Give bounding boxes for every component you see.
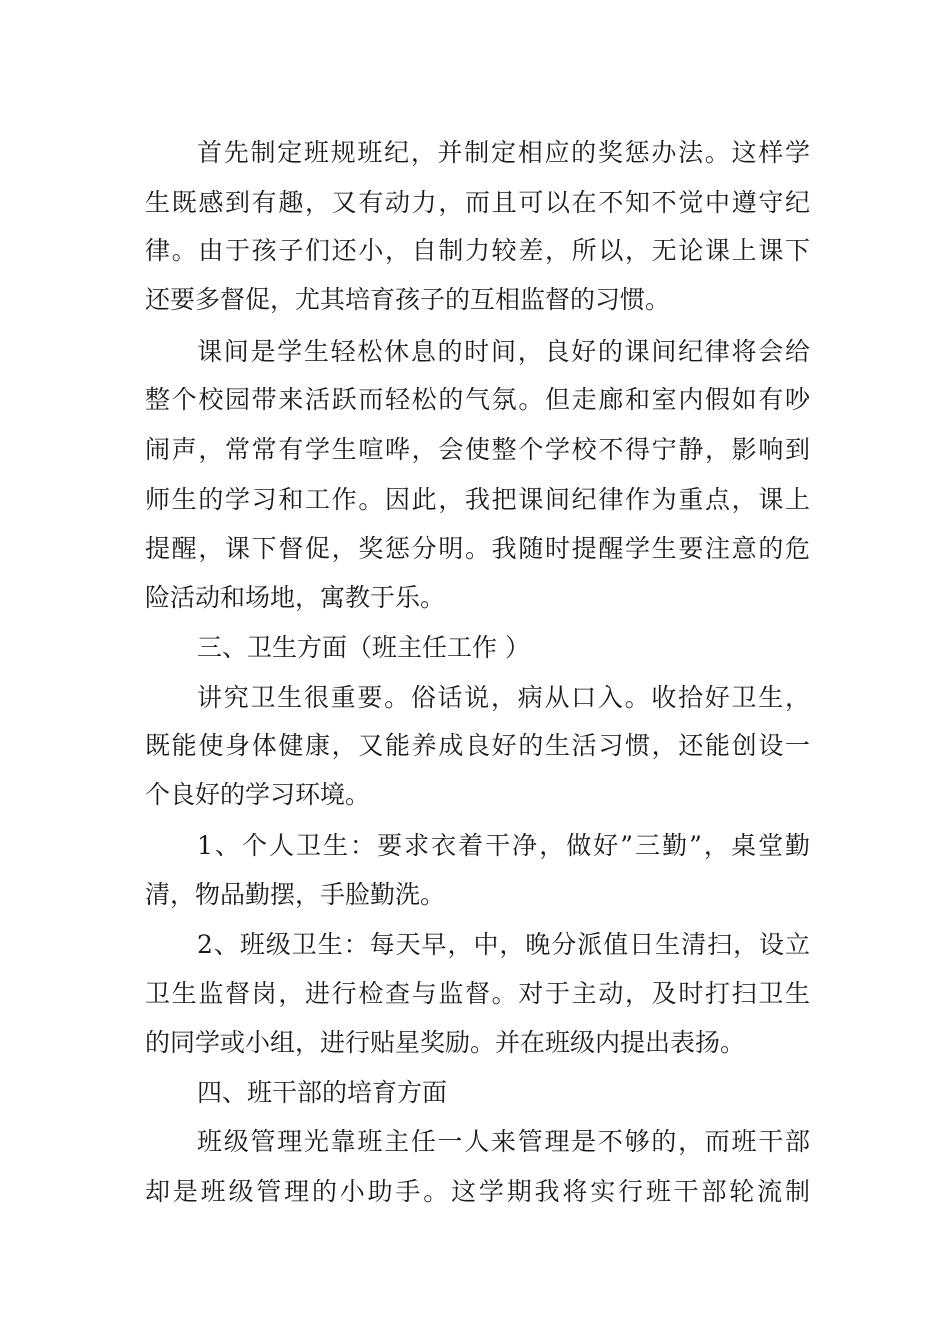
paragraph-line: 既能使身体健康，又能养成良好的生活习惯，还能创设一 [145, 731, 810, 760]
paragraph-line: 讲究卫生很重要。俗话说，病从口入。收拾好卫生， [197, 683, 810, 712]
paragraph-line: 课间是学生轻松休息的时间，良好的课间纪律将会给 [197, 337, 810, 366]
paragraph-line: 首先制定班规班纪，并制定相应的奖惩办法。这样学 [197, 138, 810, 167]
paragraph-line: 生既感到有趣，又有动力，而且可以在不知不觉中遵守纪 [145, 188, 810, 217]
paragraph-line: 1、个人卫生：要求衣着干净，做好”三勤”，桌堂勤 [197, 831, 810, 860]
paragraph-line: 清，物品勤摆，手脸勤洗。 [145, 880, 446, 909]
paragraph-line: 的同学或小组，进行贴星奖励。并在班级内提出表扬。 [145, 1028, 746, 1057]
paragraph-line: 2、班级卫生：每天早，中，晚分派值日生清扫，设立 [197, 930, 810, 959]
section-heading: 四、班干部的培育方面 [197, 1078, 448, 1107]
paragraph-line: 班级管理光靠班主任一人来管理是不够的，而班干部 [197, 1127, 810, 1156]
paragraph-line: 整个校园带来活跃而轻松的气氛。但走廊和室内假如有吵 [145, 385, 810, 414]
section-heading: 三、卫生方面（班主任工作 ） [197, 633, 530, 662]
paragraph-line: 险活动和场地，寓教于乐。 [145, 583, 446, 612]
paragraph-line: 闹声，常常有学生喧哗，会使整个学校不得宁静，影响到 [145, 435, 810, 464]
paragraph-line: 卫生监督岗，进行检查与监督。对于主动，及时打扫卫生 [145, 979, 810, 1008]
paragraph-line: 律。由于孩子们还小，自制力较差，所以，无论课上课下 [145, 236, 810, 265]
paragraph-line: 个良好的学习环境。 [145, 780, 371, 809]
paragraph-line: 却是班级管理的小助手。这学期我将实行班干部轮流制 [145, 1177, 810, 1206]
paragraph-line: 师生的学习和工作。因此，我把课间纪律作为重点，课上 [145, 485, 810, 514]
paragraph-line: 提醒，课下督促，奖惩分明。我随时提醒学生要注意的危 [145, 534, 810, 563]
paragraph-line: 还要多督促，尤其培育孩子的互相监督的习惯。 [145, 285, 671, 314]
